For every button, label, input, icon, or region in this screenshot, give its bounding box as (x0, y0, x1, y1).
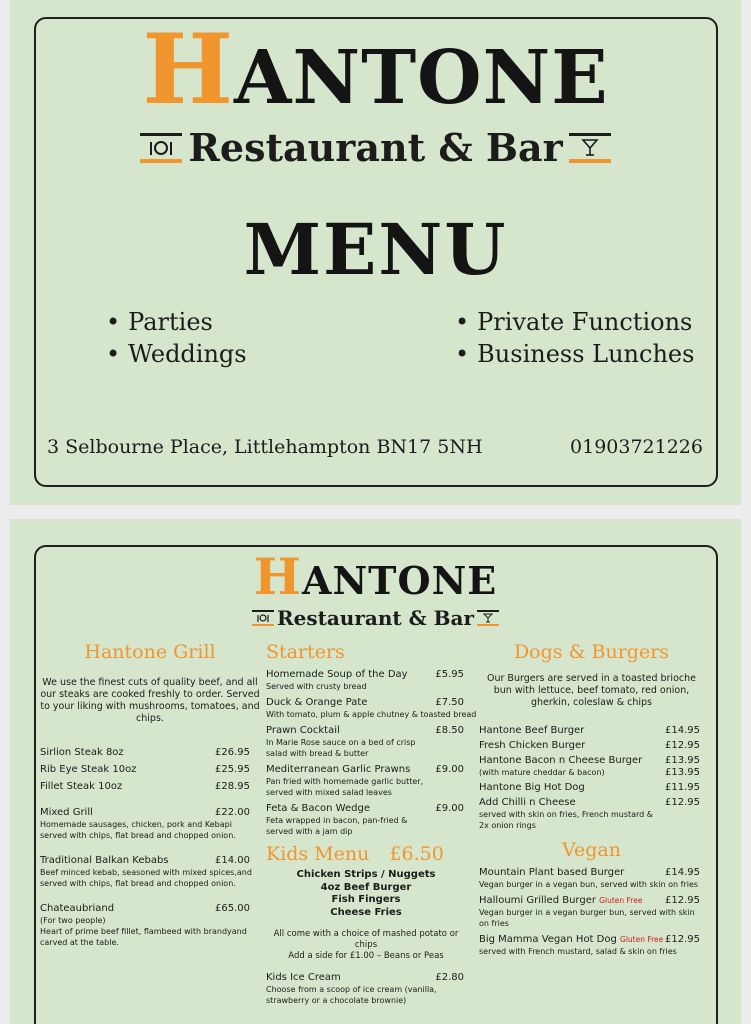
kids-menu-heading: Kids Menu £6.50 (266, 843, 444, 865)
services-list-right (455, 306, 694, 370)
brand-subtitle: Restaurant & Bar (276, 606, 474, 630)
menu-item: Traditional Balkan Kebabs £14.00 Beef minced kebab, seasoned with mixed spices,and served with chips, flat bread and chopped onion. (40, 855, 260, 889)
menu-item: Feta & Bacon Wedge £9.00 Feta wrapped in bacon, pan-fried & served with a jam dip (266, 803, 464, 836)
vegan-heading: Vegan (562, 839, 621, 861)
menu-item: Mixed Grill £22.00 Homemade sausages, chicken, pork and Kebapi served with chips, flat bread and chopped onion. (40, 807, 260, 841)
section-heading: Starters (266, 641, 345, 663)
menu-item: Rib Eye Steak 10oz £25.95 (40, 764, 250, 775)
brand-name: HANTONE (142, 13, 609, 126)
menu-item: Kids Ice Cream £2.80 Choose from a scoop of ice cream (vanilla, strawberry or a chocolate brownie) (266, 972, 464, 1005)
menu-item: Fillet Steak 10oz £28.95 (40, 781, 250, 792)
cocktail-glass-icon (569, 133, 611, 163)
section-heading: Hantone Grill (84, 641, 216, 663)
plate-cutlery-icon (140, 133, 182, 163)
section-intro: We use the finest cuts of quality beef, and all our steaks are cooked freshly to order. Served to your liking with mushrooms, tomatoes, and chips. (40, 677, 260, 724)
kids-note: Add a side for £1.00 – Beans or Peas (288, 951, 444, 961)
address: 3 Selbourne Place, Littlehampton BN17 5NH (47, 436, 483, 458)
services-list-left (106, 306, 247, 370)
brand-subtitle-row (10, 606, 741, 630)
service-item: • Private Functions (455, 306, 694, 338)
menu-item: Sirlion Steak 8oz £26.95 (40, 747, 250, 758)
gluten-free-badge: Gluten Free (599, 896, 643, 905)
item-description: served with skin on fries, French mustard & 2x onion rings (479, 810, 654, 830)
section-intro: Our Burgers are served in a toasted brioche bun with lettuce, beef tomato, red onion, gherkin, coleslaw & chips (487, 673, 696, 708)
kids-choices: Chicken Strips / Nuggets 4oz Beef Burger Fish Fingers Cheese Fries (296, 869, 436, 918)
plate-cutlery-icon (252, 610, 274, 626)
brand-logo-small (10, 547, 741, 630)
grill-section (40, 641, 260, 948)
item-description: (For two people) Heart of prime beef fillet, flambeed with brandyand carved at the table. (40, 916, 247, 947)
menu-item: Hantone Beef Burger £14.95 (479, 725, 700, 736)
phone-number: 01903721226 (570, 436, 703, 458)
menu-item: Prawn Cocktail £8.50 In Marie Rose sauce on a bed of crisp salad with bread & butter (266, 725, 464, 758)
brand-logo (10, 13, 741, 170)
cocktail-glass-icon (477, 610, 499, 626)
gluten-free-badge: Gluten Free (620, 935, 664, 944)
service-item: • Business Lunches (455, 338, 694, 370)
menu-item: Chateaubriand £65.00 (For two people) Heart of prime beef fillet, flambeed with brandyand carved at the table. (40, 903, 260, 948)
starters-section (266, 641, 477, 1006)
menu-item: Hantone Bacon n Cheese Burger £13.95 (479, 755, 700, 766)
menu-title: MENU (243, 208, 508, 291)
brand-name: HANTONE (253, 547, 498, 606)
cover-page (10, 0, 741, 505)
burgers-section (479, 641, 704, 957)
menu-page (10, 519, 741, 1024)
menu-item: Mediterranean Garlic Prawns £9.00 Pan fried with homemade garlic butter, served with mixed salad leaves (266, 764, 464, 797)
menu-item: Add Chilli n Cheese £12.95 (479, 797, 700, 808)
item-description: Beef minced kebab, seasoned with mixed spices,and served with chips, flat bread and chopped onion. (40, 868, 252, 888)
menu-item: Big Mamma Vegan Hot Dog Gluten Free £12.95 served with French mustard, salad & skin on fries (479, 934, 700, 956)
menu-item: Homemade Soup of the Day £5.95 Served with crusty bread (266, 669, 464, 691)
service-item: • Parties (106, 306, 247, 338)
menu-item: Hantone Big Hot Dog £11.95 (479, 782, 700, 793)
service-item: • Weddings (106, 338, 247, 370)
menu-item: Mountain Plant based Burger £14.95 Vegan burger in a vegan bun, served with skin on fries (479, 867, 700, 889)
menu-item: Halloumi Grilled Burger Gluten Free £12.95 Vegan burger in a vegan burger bun, served with skin on fries (479, 895, 700, 928)
brand-subtitle-row (10, 125, 741, 170)
item-description: Homemade sausages, chicken, pork and Kebapi served with chips, flat bread and chopped onion. (40, 820, 236, 840)
menu-item: (with mature cheddar & bacon) £13.95 (479, 767, 700, 778)
brand-subtitle: Restaurant & Bar (188, 125, 563, 170)
menu-item: Duck & Orange Pate £7.50 With tomato, plum & apple chutney & toasted bread (266, 697, 477, 719)
section-heading: Dogs & Burgers (513, 641, 670, 663)
menu-item: Fresh Chicken Burger £12.95 (479, 740, 700, 751)
kids-note: All come with a choice of mashed potato or chips (273, 929, 459, 950)
